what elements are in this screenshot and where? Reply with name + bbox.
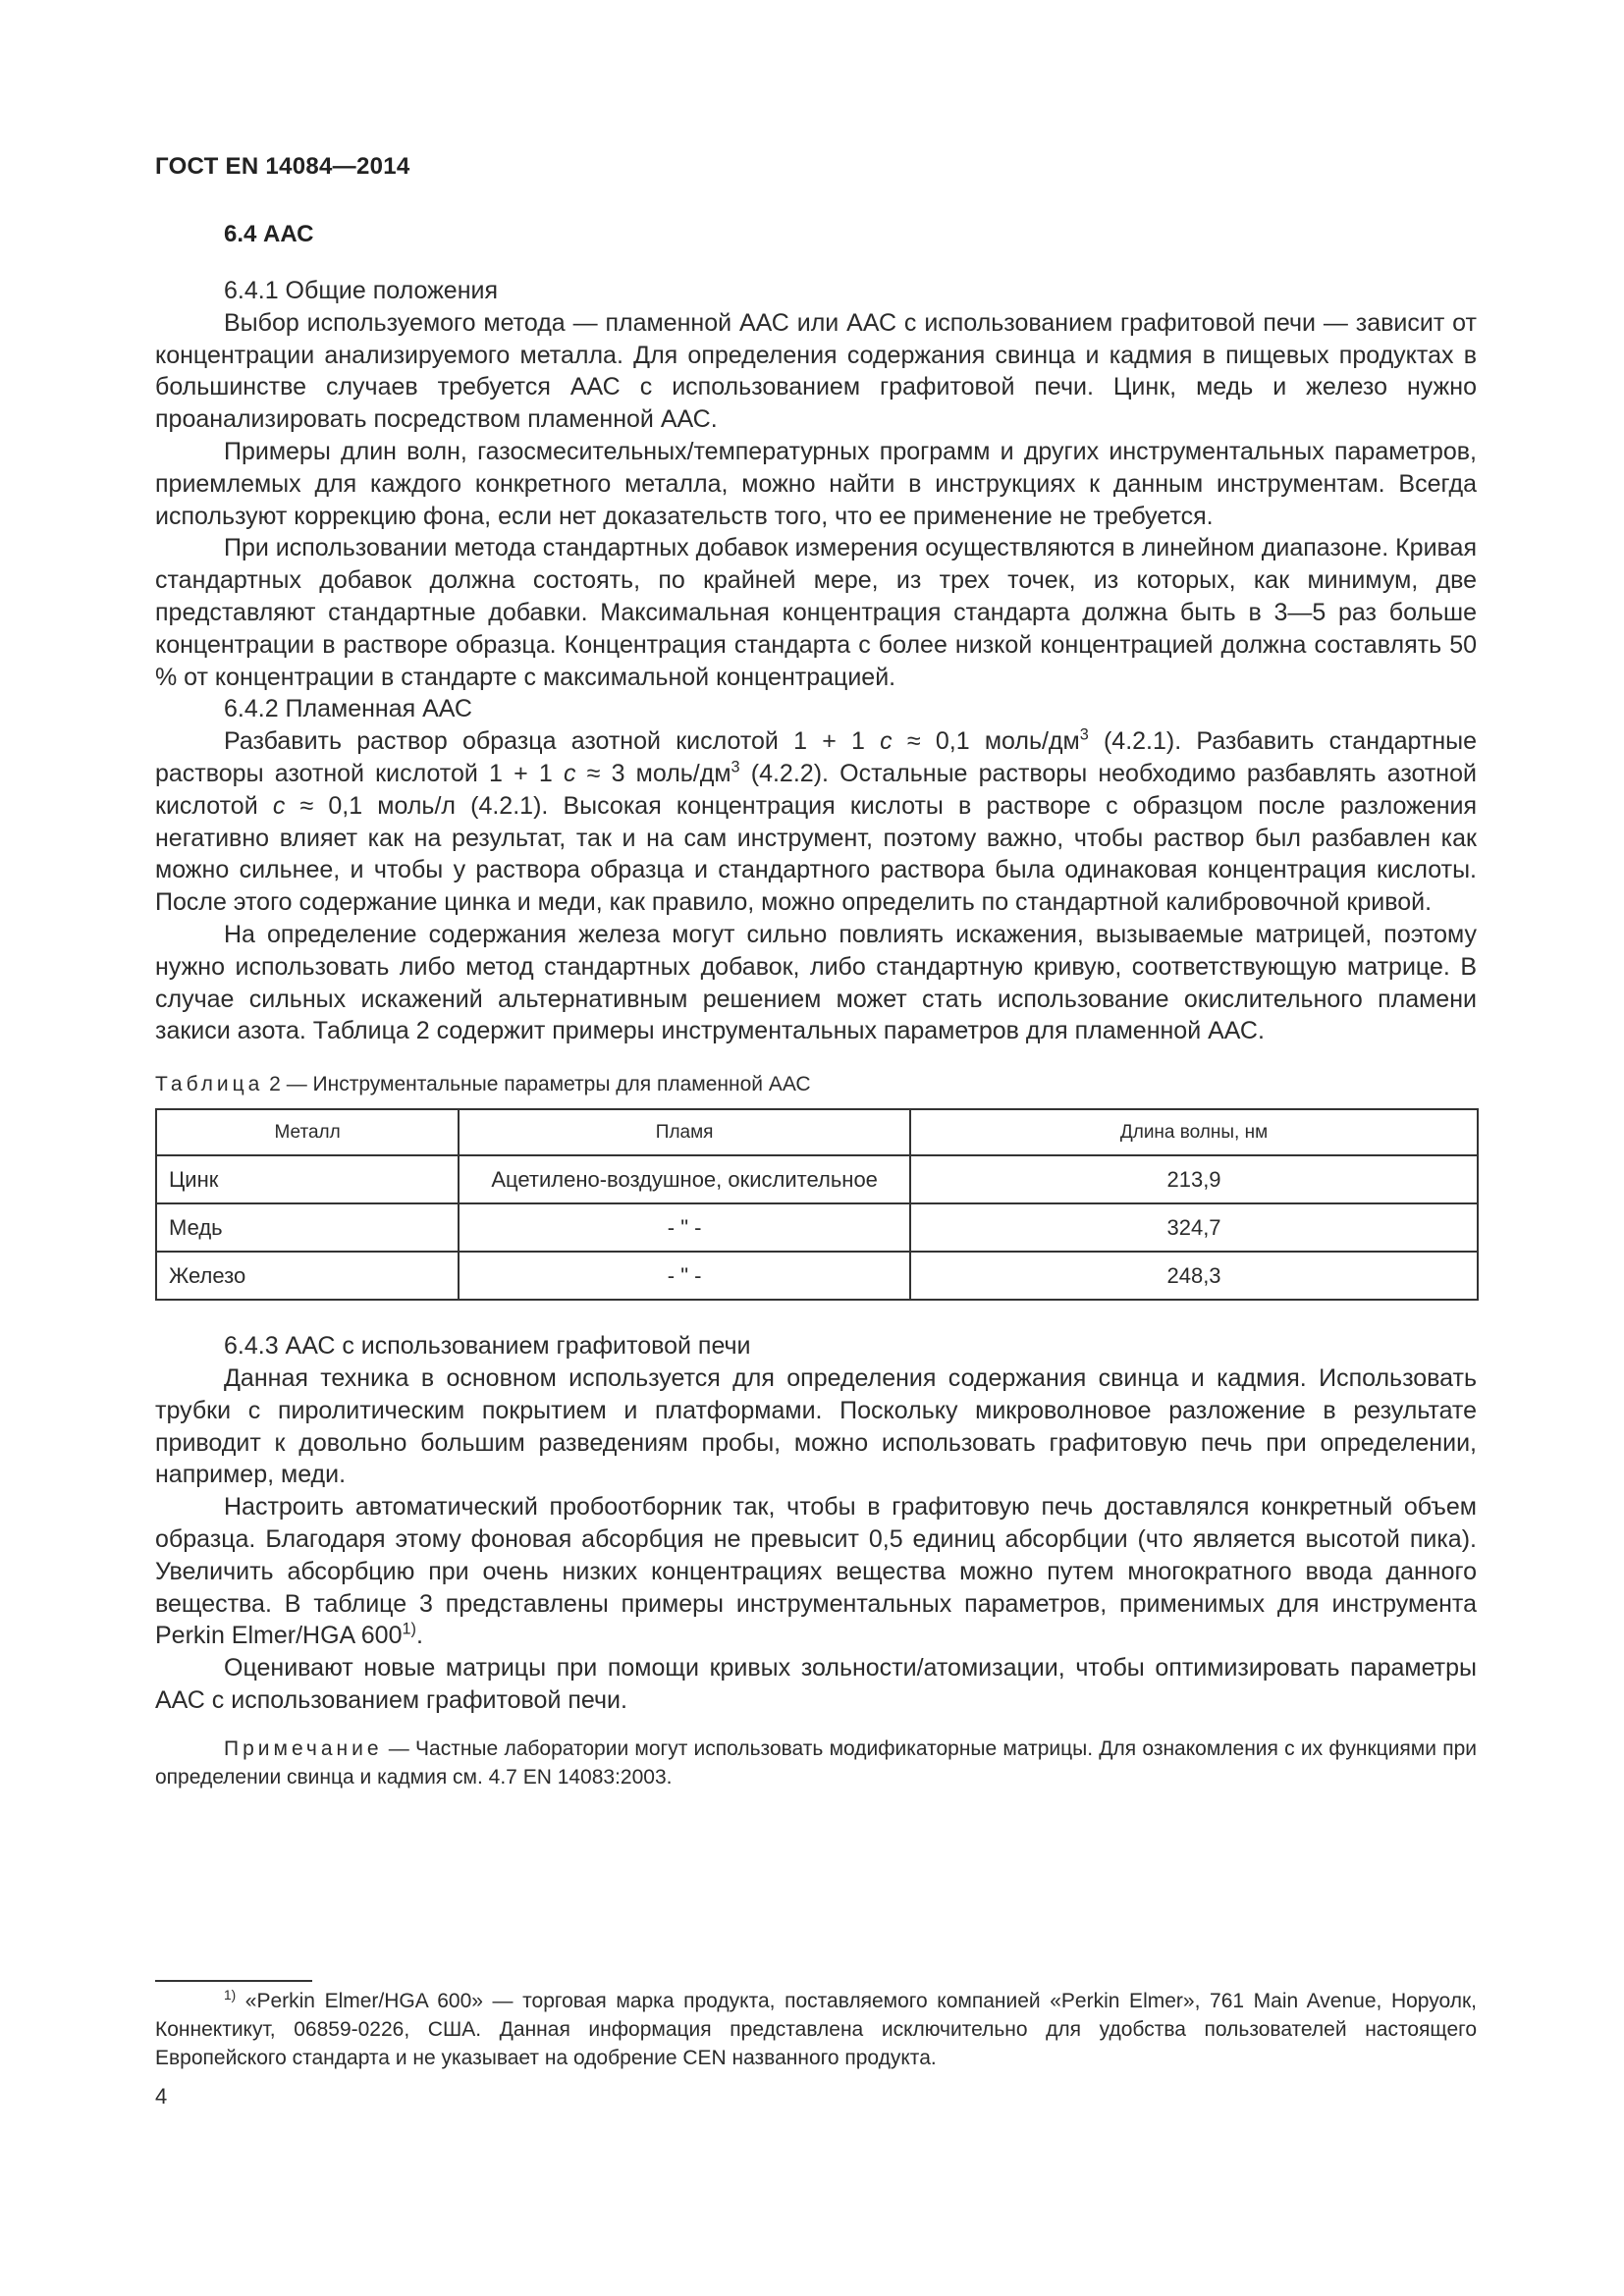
document-header: ГОСТ EN 14084—2014	[155, 153, 410, 180]
paragraph: Настроить автоматический пробоотборник так, чтобы в графитовую печь доставлялся конкретный объем образца. Благодаря этому фоновая абсорбция не превысит 0,5 единиц абсорбции (что является высотой пика). Увеличить абсорбцию при очень низких концентрациях вещества можно путем многократного ввода данного вещества. В таблице 3 представлены примеры инструментальных параметров, применимых для инструмента Perkin Elmer/HGA 600$^{1)}$.	[155, 1493, 1477, 1650]
table-cell: - " -	[459, 1252, 910, 1300]
subsection-heading-642: 6.4.2 Пламенная ААС	[224, 695, 472, 723]
paragraph: Данная техника в основном используется для определения содержания свинца и кадмия. Использовать трубки с пиролитическим покрытием и платформами. Поскольку микроволновое разложение в результате приводит к довольно большим разведениям пробы, можно использовать графитовую печь при определении, например, меди.	[155, 1363, 1477, 1489]
subsection-heading-641: 6.4.1 Общие положения	[224, 277, 499, 304]
table-row	[156, 1252, 1478, 1300]
table-cell: Медь	[156, 1203, 459, 1252]
paragraph: На определение содержания железа могут сильно повлиять искажения, вызываемые матрицей, поэтому нужно использовать либо метод стандартных добавок, либо стандартную кривую, соответствующую матрице. В случае сильных искажений альтернативным решением может стать использование окислительного пламени закиси азота. Таблица 2 содержит примеры инструментальных параметров для пламенной ААС.	[155, 920, 1477, 1045]
note: Примечание — Частные лаборатории могут использовать модификаторные матрицы. Для ознакомления с их функциями при определении свинца и кадмия см. 4.7 EN 14083:2003.	[155, 1736, 1477, 1789]
table-cell: Ацетилено-воздушное, окислительное	[459, 1155, 910, 1203]
table-cell: 213,9	[910, 1155, 1478, 1203]
table-caption: Таблица 2 — Инструментальные параметры для пламенной ААС	[155, 1073, 811, 1096]
table-cell: Цинк	[156, 1155, 459, 1203]
table-header-cell: Длина волны, нм	[910, 1109, 1478, 1155]
table-cell: - " -	[459, 1203, 910, 1252]
table-header-cell: Пламя	[459, 1109, 910, 1155]
table-cell: Железо	[156, 1252, 459, 1300]
note-label: Примечание	[224, 1736, 383, 1760]
footnote-divider	[155, 1980, 312, 1982]
section-title: 6.4 ААС	[224, 221, 314, 247]
paragraph: Оценивают новые матрицы при помощи кривых зольности/атомизации, чтобы оптимизировать параметры ААС с использованием графитовой печи.	[155, 1654, 1477, 1714]
subsection-heading-643: 6.4.3 ААС с использованием графитовой печи	[224, 1332, 751, 1361]
parameters-table	[155, 1108, 1479, 1301]
footnote-mark: 1)	[224, 1988, 237, 2002]
footnote: $^{1)}$ «Perkin Elmer/HGA 600» — торговая марка продукта, поставляемого компанией «Perkin Elmer», 761 Main Avenue, Норуолк, Коннектикут, 06859-0226, США. Данная информация представлена исключительно для удобства пользователей настоящего Европейского стандарта и не указывает на одобрение CEN названного продукта.	[155, 1988, 1477, 2069]
page-content	[155, 218, 1477, 1791]
table-cell: 248,3	[910, 1252, 1478, 1300]
table-cell: 324,7	[910, 1203, 1478, 1252]
paragraph: Примеры длин волн, газосмесительных/температурных программ и других инструментальных параметров, приемлемых для каждого конкретного металла, можно найти в инструкциях к данным инструментам. Всегда используют коррекцию фона, если нет доказательств того, что ее применение не требуется.	[155, 437, 1477, 530]
table-header-cell: Металл	[156, 1109, 459, 1155]
page-number: 4	[155, 2084, 168, 2109]
paragraph: Выбор используемого метода — пламенной ААС или ААС с использованием графитовой печи — зависит от концентрации анализируемого металла. Для определения содержания свинца и кадмия в пищевых продуктах в большинстве случаев требуется ААС с использованием графитовой печи. Цинк, медь и железо нужно проанализировать посредством пламенной ААС.	[155, 308, 1477, 434]
paragraph: При использовании метода стандартных добавок измерения осуществляются в линейном диапазоне. Кривая стандартных добавок должна состоять, по крайней мере, из трех точек, из которых, как минимум, две представляют стандартные добавки. Максимальная концентрация стандарта должна быть в 3—5 раз больше концентрации в растворе образца. Концентрация стандарта с более низкой концентрацией должна составлять 50 % от концентрации в стандарте с максимальной концентрацией.	[155, 534, 1477, 691]
paragraph: Разбавить раствор образца азотной кислотой 1 + 1 c ≈ 0,1 моль/$дм^3$ (4.2.1). Разбавить стандартные растворы азотной кислотой 1 + 1 c ≈ 3 моль/$дм^3$ (4.2.2). Остальные растворы необходимо разбавлять азотной кислотой c ≈ 0,1 моль/л (4.2.1). Высокая концентрация кислоты в растворе с образцом после разложения негативно влияет как на результат, так и на сам инструмент, поэтому важно, чтобы раствор был разбавлен как можно сильнее, и чтобы у раствора образца и стандартного раствора была одинаковая концентрация кислоты. После этого содержание цинка и меди, как правило, можно определить по стандартной калибровочной кривой.	[155, 725, 1478, 917]
table-row	[156, 1155, 1478, 1203]
table-row	[156, 1203, 1478, 1252]
